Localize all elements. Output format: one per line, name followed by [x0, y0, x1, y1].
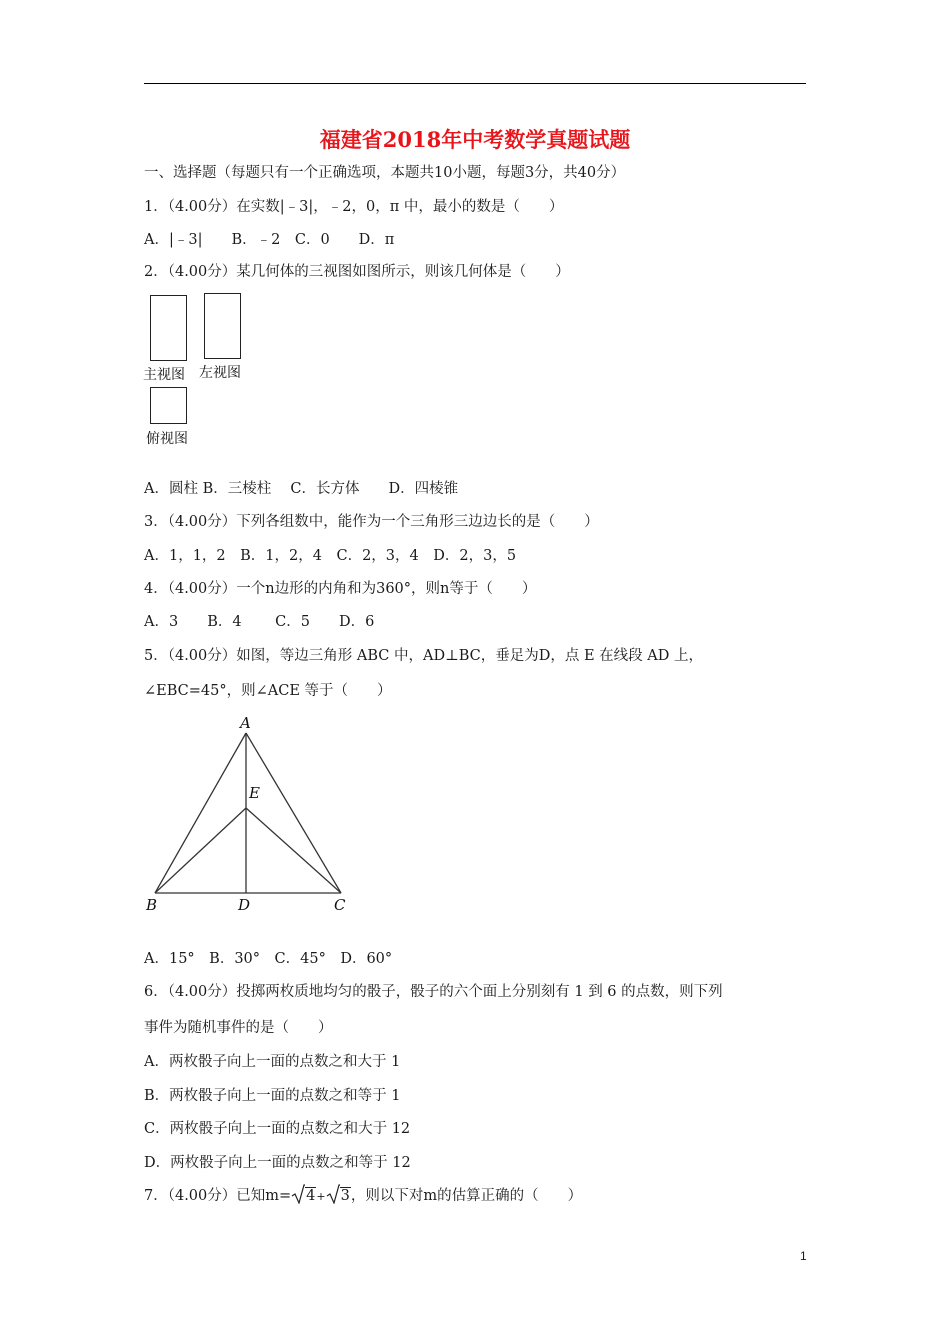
front-view-label: 主视图 [143, 367, 185, 383]
vertex-label-d: D [238, 896, 251, 914]
question-7-suffix: ，则以下对m的估算正确的（ ） [350, 1188, 583, 1204]
question-1-options: A．|﹣3| B．﹣2 C．0 D．π [144, 232, 395, 248]
triangle-figure [140, 712, 360, 917]
question-1-stem: 1．（4.00分）在实数|﹣3|，﹣2，0，π 中，最小的数是（ ） [144, 199, 564, 215]
question-6-option-d: D．两枚骰子向上一面的点数之和等于 12 [144, 1155, 411, 1171]
question-7-prefix: 7．（4.00分）已知m= [144, 1188, 292, 1204]
sqrt-3: 3 [326, 1184, 351, 1206]
front-view-rect [150, 295, 187, 361]
question-4-options: A．3 B．4 C．5 D．6 [144, 614, 375, 630]
radical-sign-icon [291, 1184, 305, 1204]
header-rule [144, 83, 806, 84]
side-ab [155, 733, 246, 893]
question-7-stem [144, 1184, 582, 1207]
question-6-stem-line1: 6．（4.00分）投掷两枚质地均匀的骰子，骰子的六个面上分别刻有 1 到 6 的点数，则下列 [144, 984, 723, 1000]
top-view-rect [150, 387, 187, 424]
segment-be [155, 808, 246, 893]
question-6-option-a: A．两枚骰子向上一面的点数之和大于 1 [144, 1054, 401, 1070]
page-number: 1 [800, 1249, 807, 1263]
question-3-options: A．1，1，2 B．1，2，4 C．2，3，4 D．2，3，5 [144, 548, 517, 564]
question-6-option-b: B．两枚骰子向上一面的点数之和等于 1 [144, 1088, 401, 1104]
question-5-options: A．15° B．30° C．45° D．60° [144, 951, 393, 967]
question-5-stem-line2: ∠EBC=45°，则∠ACE 等于（ ） [144, 683, 392, 699]
plus-sign: + [316, 1190, 326, 1203]
question-3-stem: 3．（4.00分）下列各组数中，能作为一个三角形三边边长的是（ ） [144, 514, 599, 530]
section-heading: 一、选择题（每题只有一个正确选项，本题共10小题，每题3分，共40分） [144, 165, 626, 181]
page-title: 福建省2018年中考数学真题试题 [319, 127, 631, 152]
vertex-label-c: C [334, 896, 346, 914]
question-6-stem-line2: 事件为随机事件的是（ ） [144, 1020, 333, 1036]
left-view-rect [204, 293, 241, 359]
vertex-label-b: B [146, 896, 158, 914]
top-view-label: 俯视图 [146, 431, 188, 447]
left-view-label: 左视图 [199, 365, 241, 381]
segment-ce [246, 808, 341, 893]
question-4-stem: 4．（4.00分）一个n边形的内角和为360°，则n等于（ ） [144, 581, 537, 597]
question-2-stem: 2．（4.00分）某几何体的三视图如图所示，则该几何体是（ ） [144, 264, 570, 280]
vertex-label-e: E [249, 784, 260, 802]
side-ac [246, 733, 341, 893]
question-6-option-c: C．两枚骰子向上一面的点数之和大于 12 [144, 1121, 411, 1137]
question-2-options: A．圆柱 B．三棱柱 C．长方体 D．四棱锥 [144, 481, 459, 497]
vertex-label-a: A [240, 714, 251, 732]
radical-sign-icon [326, 1184, 340, 1204]
sqrt-4: 4 [291, 1184, 316, 1206]
question-5-stem-line1: 5．（4.00分）如图，等边三角形 ABC 中，AD⊥BC，垂足为D，点 E 在线段 AD 上， [144, 648, 703, 664]
